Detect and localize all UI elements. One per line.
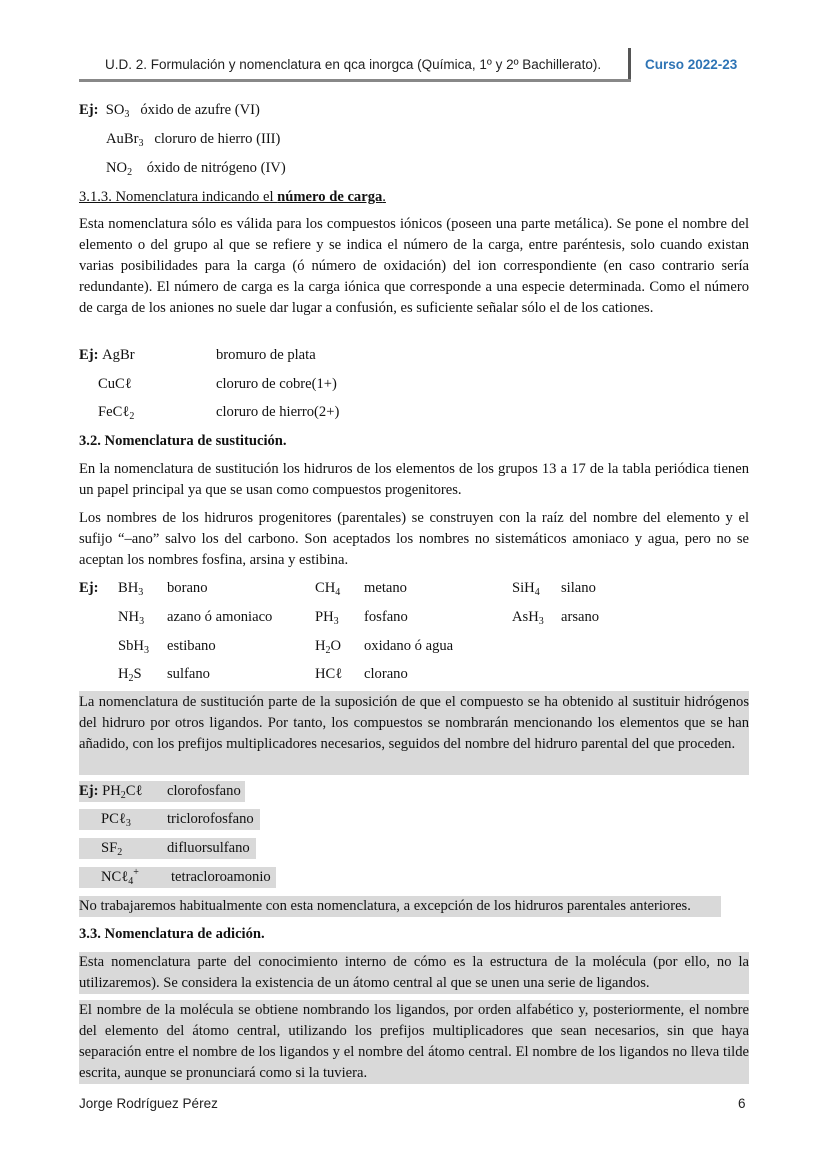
formula: $NO_2$ — [106, 160, 133, 178]
hydride-name: sulfano — [167, 666, 210, 682]
ej-label: Ej: — [79, 102, 99, 118]
section-33-paragraph-2: El nombre de la molécula se obtiene nombrando los ligandos, por orden alfabético y, posteriormente, el nombre del elemento del átomo central, utilizando los prefijos multiplicadores que sean necesarios, sin que haya separación entre el nombre de los ligandos y el nombre del átomo central. El nombre de los ligandos no lleva tilde escrita, aunque se pronunciará como si la tuviera. — [79, 1002, 749, 1081]
hydride-formula: $H_2S$ — [118, 666, 142, 684]
hydride-name: oxidano ó agua — [364, 638, 454, 654]
hydride-formula: $H_2O$ — [315, 638, 342, 656]
compound-name: cloruro de cobre(1+) — [216, 376, 337, 392]
charge-example-1: Ej: AgBr — [79, 347, 135, 363]
section-313-heading: 3.1.3. Nomenclatura indicando el número de carga. — [79, 189, 386, 205]
hydride-formula: SbH$_3$ — [118, 638, 149, 656]
page-header — [79, 46, 749, 82]
compound-name: cloruro de hierro (III) — [154, 131, 281, 147]
hydride-name: metano — [364, 580, 407, 596]
subst-name: tetracloroamonio — [171, 869, 271, 885]
compound-name: bromuro de plata — [216, 347, 316, 363]
charge-example-2-formula: CuCℓ — [98, 376, 132, 392]
subst-example-4-formula: NCℓ$_4$+ — [101, 867, 139, 887]
subst-name: clorofosfano — [167, 783, 241, 799]
section-32-note: No trabajaremos habitualmente con esta nomenclatura, a excepción de los hidruros parentales anteriores. — [79, 898, 691, 914]
hydride-name: fosfano — [364, 609, 408, 625]
section-32-paragraph-3: La nomenclatura de sustitución parte de la suposición de que el compuesto se ha obtenido al sustituir hidrógenos del hidruro por otros ligandos. Por tanto, los compuestos se nombrarán mencionando los elementos que se han añadido, con los prefijos multiplicadores necesarios, seguidos del nombre del hidruro parental del que proceden. — [79, 694, 749, 752]
subst-name: triclorofosfano — [167, 811, 254, 827]
subst-example-3-formula: $SF_2$ — [101, 840, 123, 858]
oxide-example-1 — [79, 100, 260, 121]
formula: $SO_3$ — [105, 102, 130, 120]
hydride-formula: $PH_3$ — [315, 609, 339, 627]
hydride-name: azano ó amoniaco — [167, 609, 273, 625]
oxide-example-3 — [106, 158, 286, 179]
hydride-formula: $NH_3$ — [118, 609, 145, 627]
section-32-paragraph-1: En la nomenclatura de sustitución los hidruros de los elementos de los grupos 13 a 17 de la tabla periódica tienen un papel principal ya que se usan como compuestos progenitores. — [79, 461, 749, 498]
hydride-formula: HCℓ — [315, 666, 343, 682]
ej-label: Ej: — [79, 580, 99, 596]
subst-name: difluorsulfano — [167, 840, 250, 856]
header-separator — [628, 48, 631, 82]
formula: AuBr$_3$ — [106, 131, 144, 149]
page-number: 6 — [738, 1096, 746, 1111]
hydride-name: borano — [167, 580, 208, 596]
charge-example-3-formula: FeCℓ$_2$ — [98, 404, 135, 422]
section-313-paragraph: Esta nomenclatura sólo es válida para los compuestos iónicos (poseen una parte metálica). Se pone el nombre del elemento o del grupo al que se refiere y se indica el número de la carga, entre paréntesis, solo cuando existan varias posibilidades para la carga (ó número de oxidación) del ion correspondiente (en caso contrario sería redundante). El número de carga es la carga iónica que corresponde a una especie determinada. Como el número de carga de los aniones no suele dar lugar a confusión, es suficiente señalar sólo el de los cationes. — [79, 216, 749, 316]
oxide-example-2 — [106, 129, 280, 150]
hydride-formula: SiH$_4$ — [512, 580, 540, 598]
hydride-formula: $CH_4$ — [315, 580, 341, 598]
compound-name: cloruro de hierro(2+) — [216, 404, 340, 420]
subst-example-1-formula: Ej: $PH_2C\ell$ — [79, 783, 143, 801]
compound-name: óxido de nitrógeno (IV) — [146, 160, 286, 176]
section-32-paragraph-2: Los nombres de los hidruros progenitores (parentales) se construyen con la raíz del nombre del elemento y el sufijo “–ano” salvo los del carbono. Son aceptados los nombres no sistemáticos amoniaco y agua, pero no se aceptan los nombres fosfina, arsina y estibina. — [79, 510, 749, 568]
section-32-heading: 3.2. Nomenclatura de sustitución. — [79, 433, 287, 449]
hydride-formula: $BH_3$ — [118, 580, 144, 598]
section-33-heading: 3.3. Nomenclatura de adición. — [79, 926, 265, 942]
hydride-name: silano — [561, 580, 596, 596]
hydride-formula: AsH$_3$ — [512, 609, 544, 627]
hydride-name: arsano — [561, 609, 600, 625]
hydride-name: clorano — [364, 666, 408, 682]
header-title: U.D. 2. Formulación y nomenclatura en qca inorgca (Química, 1º y 2º Bachillerato). — [105, 57, 602, 72]
header-course: Curso 2022-23 — [645, 57, 738, 72]
header-rule — [79, 79, 631, 82]
compound-name: óxido de azufre (VI) — [140, 102, 260, 118]
subst-example-2-formula: PCℓ$_3$ — [101, 811, 131, 829]
footer-author: Jorge Rodríguez Pérez — [79, 1096, 218, 1111]
section-33-paragraph-1: Esta nomenclatura parte del conocimiento interno de cómo es la estructura de la molécula (por ello, no la utilizaremos). Se considera la existencia de un átomo central al que se unen una serie de ligandos. — [79, 954, 749, 991]
hydride-name: estibano — [167, 638, 216, 654]
